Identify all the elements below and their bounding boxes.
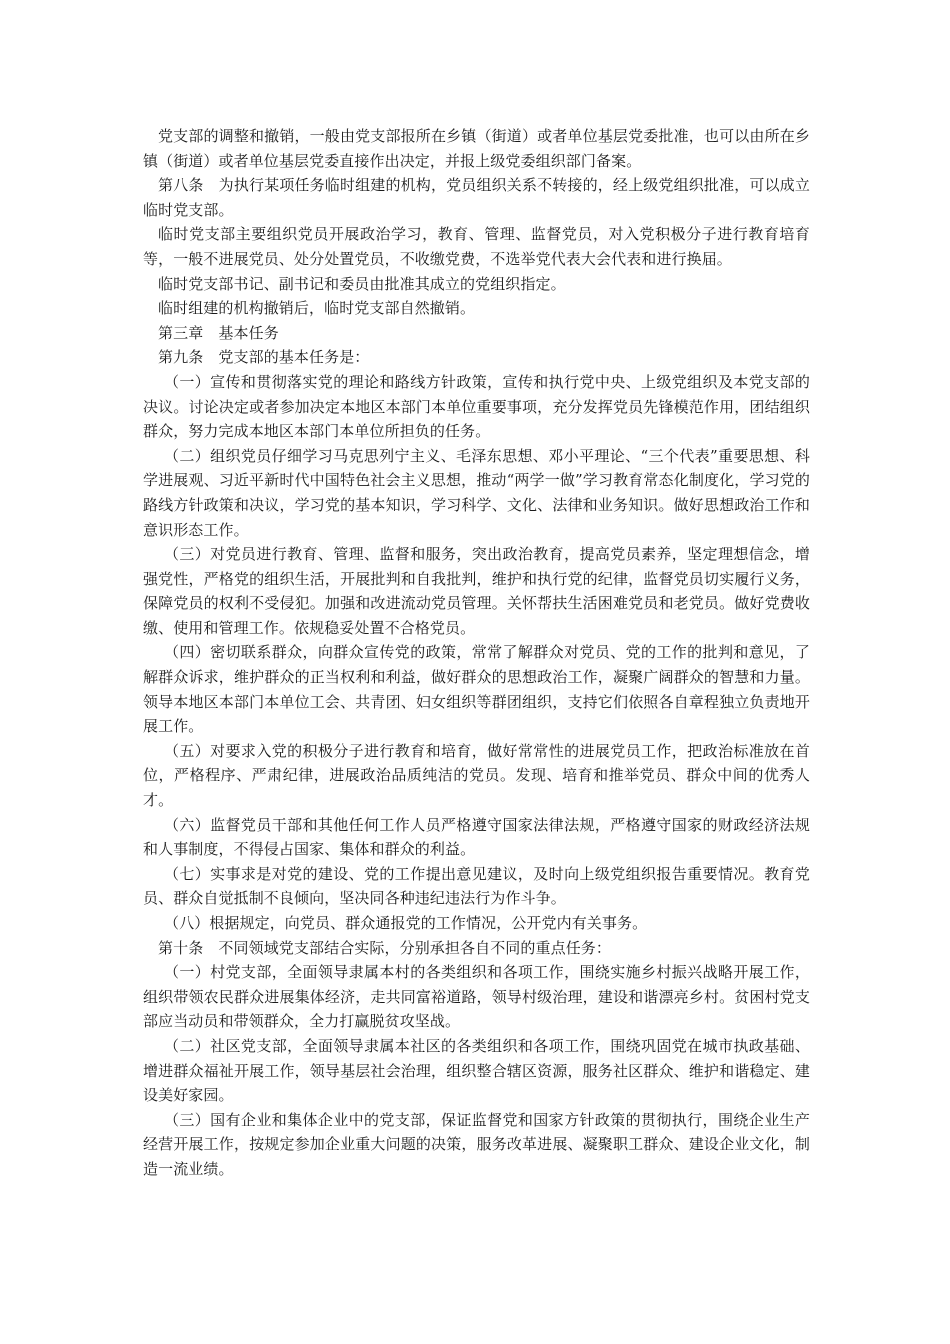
chapter-heading: 第三章 基本任务	[158, 323, 279, 342]
article-10-heading: 第十条 不同领域党支部结合实际，分别承担各自不同的重点任务：	[158, 938, 612, 957]
paragraph: 临时党支部主要组织党员开展政治学习，教育、管理、监督党员，对入党积极分子进行教育培育等，一般不进展党员、处分处置党员，不收缴党费，不选举党代表大会代表和进行换届。	[143, 225, 810, 268]
article-8-paragraph: 第八条 为执行某项任务临时组建的机构，党员组织关系不转接的，经上级党组织批准，可以成立临时党支部。	[143, 176, 810, 219]
list-item: （四）密切联系群众，向群众宣传党的政策，常常了解群众对党员、党的工作的批判和意见，了解群众诉求，维护群众的正当权利和利益，做好群众的思想政治工作，凝聚广阔群众的智慧和力量。领导本地区本部门本单位工会、共青团、妇女组织等群团组织，支持它们依照各自章程独立负责地开展工作。	[143, 643, 810, 736]
list-item: （五）对要求入党的积极分子进行教育和培育，做好常常性的进展党员工作，把政治标准放在首位，严格程序、严肃纪律，进展政治品质纯洁的党员。发现、培育和推举党员、群众中间的优秀人才。	[143, 741, 810, 810]
paragraph: 临时组建的机构撤销后，临时党支部自然撤销。	[158, 299, 476, 318]
document-page	[143, 124, 810, 1182]
list-item: （六）监督党员干部和其他任何工作人员严格遵守国家法律法规，严格遵守国家的财政经济法规和人事制度，不得侵占国家、集体和群众的利益。	[143, 815, 810, 859]
list-item: （二）组织党员仔细学习马克思列宁主义、毛泽东思想、邓小平理论、“三个代表”重要思想、科学进展观、习近平新时代中国特色社会主义思想，推动“两学一做”学习教育常态化制度化，学习党的路线方针政策和决议，学习党的基本知识，学习科学、文化、法律和业务知识。做好思想政治工作和意识形态工作。	[143, 446, 810, 539]
list-item: （三）对党员进行教育、管理、监督和服务，突出政治教育，提高党员素养，坚定理想信念，增强党性，严格党的组织生活，开展批判和自我批判，维护和执行党的纪律，监督党员切实履行义务，保障党员的权利不受侵犯。加强和改进流动党员管理。关怀帮扶生活困难党员和老党员。做好党费收缴、使用和管理工作。依规稳妥处置不合格党员。	[143, 545, 810, 637]
list-item: （八）根据规定，向党员、群众通报党的工作情况，公开党内有关事务。	[164, 914, 648, 932]
article-9-heading: 第九条 党支部的基本任务是：	[158, 348, 370, 367]
list-item: （七）实事求是对党的建设、党的工作提出意见建议，及时向上级党组织报告重要情况。教育党员、群众自觉抵制不良倾向，坚决同各种违纪违法行为作斗争。	[143, 864, 810, 908]
list-item: （一）村党支部，全面领导隶属本村的各类组织和各项工作，围绕实施乡村振兴战略开展工作，组织带领农民群众进展集体经济，走共同富裕道路，领导村级治理，建设和谐漂亮乡村。贫困村党支部应当动员和带领群众，全力打赢脱贫攻坚战。	[143, 963, 810, 1031]
paragraph: 党支部的调整和撤销，一般由党支部报所在乡镇（街道）或者单位基层党委批准，也可以由所在乡镇（街道）或者单位基层党委直接作出决定，并报上级党委组织部门备案。	[143, 127, 810, 170]
paragraph: 临时党支部书记、副书记和委员由批准其成立的党组织指定。	[158, 274, 566, 293]
list-item: （一）宣传和贯彻落实党的理论和路线方针政策，宣传和执行党中央、上级党组织及本党支部的决议。讨论决定或者参加决定本地区本部门本单位重要事项，充分发挥党员先锋模范作用，团结组织群众，努力完成本地区本部门本单位所担负的任务。	[143, 372, 810, 441]
list-item: （三）国有企业和集体企业中的党支部，保证监督党和国家方针政策的贯彻执行，围绕企业生产经营开展工作，按规定参加企业重大问题的决策，服务改革进展、凝聚职工群众、建设企业文化，制造一流业绩。	[143, 1110, 810, 1178]
list-item: （二）社区党支部，全面领导隶属本社区的各类组织和各项工作，围绕巩固党在城市执政基础、增进群众福祉开展工作，领导基层社会治理，组织整合辖区资源，服务社区群众、维护和谐稳定、建设美好家园。	[143, 1036, 810, 1105]
